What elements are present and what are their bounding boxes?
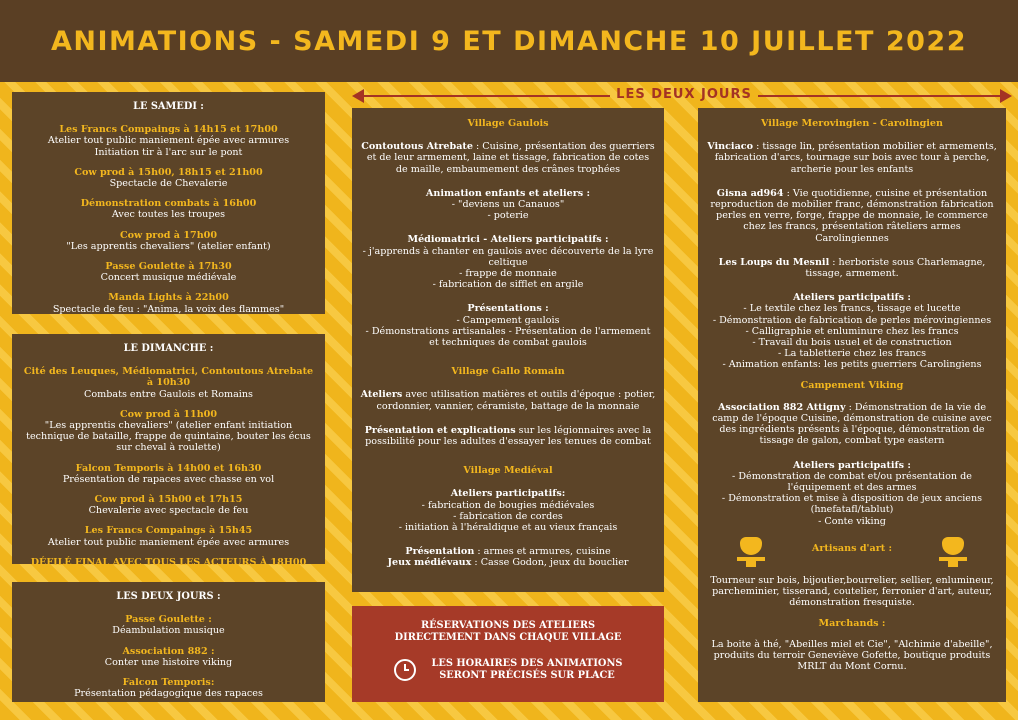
item-title: Démonstration combats à 16h00 <box>80 198 257 210</box>
list-item <box>20 198 317 220</box>
item-title: Cow prod à 11h00 <box>119 408 218 420</box>
item-desc: "Les apprentis chevaliers" (atelier enfant initiation technique de bataille, frappe de quintaine, bouter les écus sur cheval à roulette) <box>26 420 311 454</box>
list-line: - frappe de monnaie <box>459 268 557 280</box>
org-desc: : Vie quotidienne, cuisine et présentation reproduction de mobilier franc, démonstration fabrication perles en verre, forge, frappe de monnaie, le commerce chez les francs, présentation râteliers armes Carolingiennes <box>710 187 994 244</box>
arrow-right-icon <box>1000 89 1012 103</box>
deux-jours-panel <box>12 582 325 702</box>
bold-label: Ateliers <box>360 389 403 401</box>
item-desc: Spectacle de feu : "Anima, la voix des flammes" <box>52 303 285 315</box>
list-line: - Calligraphie et enluminure chez les francs <box>745 325 959 337</box>
section-title: Village Gallo Romain <box>451 366 565 378</box>
org-desc: : tissage lin, présentation mobilier et armements, fabrication d'arcs, tournage sur bois avec tour à perche, archerie pour les enfants <box>714 141 997 175</box>
list-line: - La tabletterie chez les francs <box>777 348 927 360</box>
org-name: Contoutous Atrebate <box>361 141 473 153</box>
item-desc: Conter une histoire viking <box>104 656 233 668</box>
item-title: Cow prod à 15h00, 18h15 et 21h00 <box>74 166 263 178</box>
org-name: Gisna ad964 <box>716 187 784 199</box>
paragraph <box>360 389 656 411</box>
para-text: : armes et armures, cuisine <box>474 546 611 558</box>
sub-title: Ateliers participatifs : <box>793 459 911 471</box>
list-line: - Animation enfants: les petits guerriers Carolingiens <box>722 359 982 371</box>
paragraph <box>706 257 998 279</box>
samedi-heading: LE SAMEDI : <box>133 101 204 112</box>
bold-label: Présentation et explications <box>364 424 516 436</box>
org-desc: : herboriste sous Charlemagne, tissage, armement. <box>805 256 986 280</box>
dimanche-heading: LE DIMANCHE : <box>123 343 214 354</box>
org-desc: : Cuisine, présentation des guerriers et de leur armement, laine et tissage, fabrication de cotes de maille, embaumement des crânes trophées <box>366 141 655 175</box>
list-item <box>20 525 317 547</box>
item-desc: "Les apprentis chevaliers" (atelier enfant) <box>66 240 271 252</box>
list-line: - Démonstration de fabrication de perles mérovingiennes <box>712 314 992 326</box>
list-line: - Démonstrations artisanales - Présentation de l'armement et techniques de combat gaulois <box>365 325 651 349</box>
item-title: Les Francs Compaings à 15h45 <box>84 525 253 537</box>
item-title: Falcon Temporis: <box>122 677 215 689</box>
list-line: - fabrication de sifflet en argile <box>432 279 584 291</box>
banner-line-right <box>758 95 1002 97</box>
paragraph <box>706 402 998 447</box>
org-name: Vinciaco <box>707 141 754 153</box>
item-title: Manda Lights à 22h00 <box>108 292 229 304</box>
marchands-text: La boite à thé, "Abeilles miel et Cie", "Alchimie d'abeille", produits du terroir Geneviève Gofette, boutique produits MRLT du Mont Cornu. <box>711 638 993 673</box>
item-title: Les Francs Compaings à 14h15 et 17h00 <box>59 124 278 136</box>
item-title: Passe Goulette : <box>125 614 212 626</box>
list-item <box>20 463 317 485</box>
list-item <box>20 494 317 516</box>
deux-jours-heading: LES DEUX JOURS : <box>116 591 221 602</box>
list-item <box>20 230 317 252</box>
list-line: - Conte viking <box>818 515 886 527</box>
villages-panel <box>352 108 664 592</box>
banner-line-left <box>362 95 610 97</box>
list-item <box>20 614 317 636</box>
list-item <box>20 646 317 668</box>
list-line: - j'apprends à chanter en gaulois avec découverte de la lyre celtique <box>362 245 654 268</box>
list-line: - initiation à l'héraldique et au vieux français <box>398 522 618 534</box>
bold-label: Jeux médiévaux <box>387 557 472 569</box>
item-desc: Présentation pédagogique des rapaces <box>74 688 263 700</box>
para-text: sur les légionnaires avec la possibilité pour les adultes d'essayer les tenues de combat <box>365 424 652 448</box>
schedule-note <box>362 658 654 682</box>
section-title: Village Mediéval <box>463 465 553 477</box>
list-line: - Campement gaulois <box>456 314 560 326</box>
section-title: Artisans d'art : <box>811 543 893 555</box>
list-line: - fabrication de bougies médiévales <box>421 499 595 511</box>
item-desc: Chevalerie avec spectacle de feu <box>88 505 249 517</box>
item-desc: Combats entre Gaulois et Romains <box>84 388 253 400</box>
item-desc: Initiation tir à l'arc sur le pont <box>94 146 243 158</box>
merovingien-viking-panel <box>698 108 1006 702</box>
item-title: Falcon Temporis à 14h00 et 16h30 <box>75 462 262 474</box>
paragraph <box>706 141 998 175</box>
item-desc: Atelier tout public maniement épée avec armures <box>47 536 290 548</box>
sub-title: Ateliers participatifs: <box>450 488 566 500</box>
artisans-text: Tourneur sur bois, bijoutier,bourrelier, sellier, enlumineur, parcheminier, tisserand, coutelier, ferronier d'art, auteur, démonstration fresquiste. <box>710 574 994 609</box>
org-name: Association 882 Attigny <box>717 401 846 413</box>
clock-icon <box>394 659 416 681</box>
list-line: - Le textile chez les francs, tissage et lucette <box>743 303 961 315</box>
list-item <box>20 124 317 158</box>
artisans-row <box>706 531 998 567</box>
item-title: Association 882 : <box>122 645 215 657</box>
list-item <box>20 366 317 400</box>
section-title: Campement Viking <box>800 379 904 391</box>
pottery-wheel-icon <box>936 531 970 567</box>
list-line: - Démonstration et mise à disposition de jeux anciens (hnefatafl/tablut) <box>721 493 983 516</box>
banner-label: LES DEUX JOURS <box>616 87 752 102</box>
samedi-panel <box>12 92 325 314</box>
item-desc: Atelier tout public maniement épée avec armures <box>47 135 290 147</box>
list-line: - Démonstration de combat et/ou présentation de l'équipement et des armes <box>732 470 972 494</box>
list-item <box>20 261 317 283</box>
list-line: - Travail du bois usuel et de construction <box>752 337 952 349</box>
paragraph <box>360 557 656 568</box>
sub-title: Animation enfants et ateliers : <box>425 187 591 199</box>
list-item <box>20 292 317 314</box>
sub-title: Ateliers participatifs : <box>793 292 911 304</box>
schedule-line: LES HORAIRES DES ANIMATIONS <box>431 658 623 669</box>
section-title: Village Merovingien - Carolingien <box>760 118 944 129</box>
item-desc: Présentation de rapaces avec chasse en vol <box>62 473 275 485</box>
item-desc: Déambulation musique <box>112 625 225 637</box>
section-title: Village Gaulois <box>467 118 549 129</box>
deux-jours-banner <box>352 86 1012 104</box>
para-text: avec utilisation matières et outils d'époque : potier, cordonnier, vannier, céramiste, battage de la monnaie <box>376 389 656 412</box>
sub-title: Présentations : <box>467 303 549 315</box>
sub-title: Médiomatrici - Ateliers participatifs : <box>407 234 609 246</box>
item-desc: Spectacle de Chevalerie <box>109 178 228 190</box>
dimanche-panel <box>12 334 325 568</box>
reservation-line: DIRECTEMENT DANS CHAQUE VILLAGE <box>394 632 622 643</box>
org-name: Les Loups du Mesnil <box>718 256 830 268</box>
paragraph <box>360 546 656 557</box>
item-desc: Concert musique médiévale <box>100 272 237 284</box>
list-item <box>20 677 317 699</box>
para-text: : Casse Godon, jeux du bouclier <box>471 557 629 569</box>
paragraph <box>360 141 656 175</box>
item-desc: Avec toutes les troupes <box>111 209 226 221</box>
paragraph <box>706 188 998 244</box>
org-desc: : Démonstration de la vie de camp de l'époque Cuisine, démonstration de cuisine avec des ingrédients présents à l'époque, démonstration de tissage de galon, combat type eastern <box>712 401 992 447</box>
final-parade: DÉFILÉ FINAL AVEC TOUS LES ACTEURS À 18H00 <box>30 556 307 568</box>
schedule-line: SERONT PRÉCISÉS SUR PLACE <box>439 670 615 681</box>
page-title: ANIMATIONS - SAMEDI 9 ET DIMANCHE 10 JUILLET 2022 <box>50 25 967 57</box>
list-item <box>20 409 317 454</box>
list-line: - fabrication de cordes <box>453 510 563 522</box>
list-item <box>20 167 317 189</box>
reservation-box <box>352 606 664 702</box>
paragraph <box>360 425 656 447</box>
list-line: - "deviens un Canauos" <box>451 199 565 211</box>
header-bar <box>0 0 1018 82</box>
section-title: Marchands : <box>818 617 886 629</box>
bold-label: Présentation <box>405 546 475 558</box>
pottery-wheel-icon <box>734 531 768 567</box>
item-title: Cow prod à 17h00 <box>119 229 218 241</box>
item-title: Passe Goulette à 17h30 <box>105 261 232 273</box>
item-title: Cité des Leuques, Médiomatrici, Contoutous Atrebate à 10h30 <box>23 366 314 389</box>
reservation-line: RÉSERVATIONS DES ATELIERS <box>420 620 596 631</box>
item-title: Cow prod à 15h00 et 17h15 <box>94 494 243 506</box>
list-line: - poterie <box>487 210 529 222</box>
